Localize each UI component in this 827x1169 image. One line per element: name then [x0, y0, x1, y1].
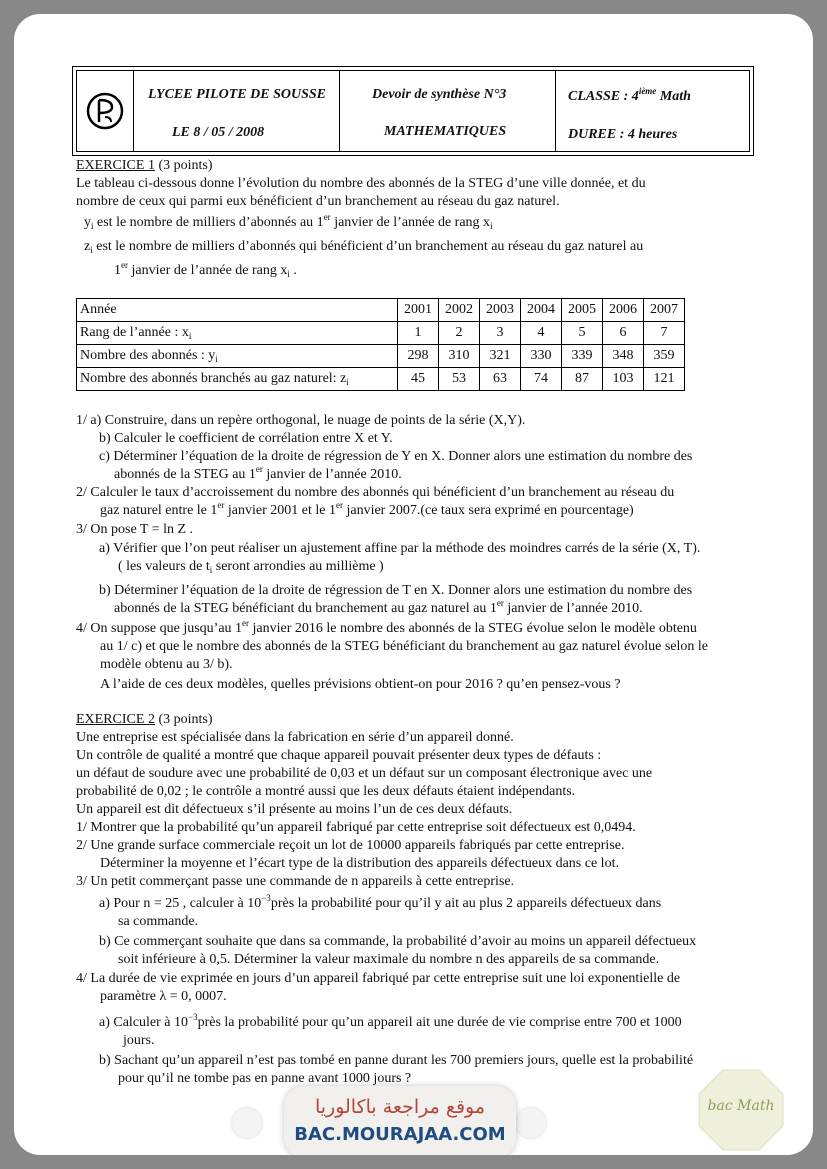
ex1-question: A l’aide de ces deux modèles, quelles prévisions obtient-on pour 2016 ? qu’en pensez-vous ? — [100, 677, 621, 692]
ex2-text: Un contrôle de qualité a montré que chaque appareil pouvait présenter deux types de défauts : — [76, 748, 602, 763]
ex2-question: b) Sachant qu’un appareil n’est pas tombé en panne durant les 700 premiers jours, quelle est la probabilité — [99, 1053, 694, 1068]
ex2-text: probabilité de 0,02 ; le contrôle a montré aussi que les deux défauts étaient indépendants. — [76, 784, 576, 799]
table-cell: 2004 — [521, 299, 562, 322]
exam-date: LE 8 / 05 / 2008 — [172, 125, 265, 140]
ex2-question: 3/ Un petit commerçant passe une commande de n appareils à cette entreprise. — [76, 874, 515, 889]
table-row — [77, 322, 685, 345]
ex2-text: un défaut de soudure avec une probabilité de 0,03 et un défaut sur un composant électronique avec une — [76, 766, 653, 781]
ex2-question: a) Pour n = 25 , calculer à $10^{-3}près$ la probabilité pour qu’il y ait au plus 2 appareils défectueux dans — [99, 893, 662, 911]
table-cell: 2001 — [398, 299, 439, 322]
ex2-question: Déterminer la moyenne et l’écart type de la distribution des appareils défectueux dans ce lot. — [100, 856, 619, 871]
ex2-question: 1/ Montrer que la probabilité qu’un appareil fabriqué par cette entreprise soit défectueux est 0,0494. — [76, 820, 636, 835]
ex1-intro-line: Le tableau ci-dessous donne l’évolution du nombre des abonnés de la STEG d’une ville donnée, et du — [76, 176, 646, 191]
table-row-label: Rang de l’année : $x_i$ — [77, 322, 398, 345]
ex1-question: a) Vérifier que l’on peut réaliser un ajustement affine par la méthode des moindres carrés de la série (X, T). — [99, 541, 701, 556]
table-cell: 359 — [644, 345, 685, 368]
table-cell: 2006 — [603, 299, 644, 322]
ex1-question: 1/ a) Construire, dans un repère orthogonal, le nuage de points de la série (X,Y). — [76, 413, 526, 428]
ex2-question: jours. — [123, 1033, 155, 1048]
table-cell: 310 — [439, 345, 480, 368]
ex1-question: modèle obtenu au 3/ b). — [100, 657, 233, 672]
ex1-question: 4/ On suppose que jusqu’au 1er janvier 2016 le nombre des abonnés de la STEG évolue selon le modèle obtenu — [76, 618, 697, 636]
table-cell: 121 — [644, 368, 685, 391]
ex1-yi-definition: $y_i$ est le nombre de milliers d’abonnés au 1er janvier de l’année de rang $x_i$ — [84, 212, 493, 231]
table-cell: 53 — [439, 368, 480, 391]
school-name: LYCEE PILOTE DE SOUSSE — [148, 87, 327, 102]
ex2-question: b) Ce commerçant souhaite que dans sa commande, la probabilité d’avoir au moins un appareil défectueux — [99, 934, 697, 949]
exam-subject: MATHEMATIQUES — [384, 124, 507, 139]
ex1-zi-definition: $z_i$ est le nombre de milliers d’abonnés qui bénéficient d’un branchement au réseau du gaz naturel au — [84, 239, 644, 255]
ex1-zi-definition-cont: 1er janvier de l’année de rang $x_i$ . — [114, 260, 297, 279]
ex1-question: abonnés de la STEG au 1er janvier de l’année 2010. — [114, 464, 402, 482]
table-cell: 298 — [398, 345, 439, 368]
table-cell: 321 — [480, 345, 521, 368]
table-row — [77, 345, 685, 368]
table-cell: 1 — [398, 322, 439, 345]
exam-class: CLASSE : 4ième Math — [568, 86, 691, 104]
header-class-cell — [556, 71, 749, 151]
watermark-badge[interactable] — [284, 1086, 516, 1155]
table-cell: 74 — [521, 368, 562, 391]
table-cell: 2002 — [439, 299, 480, 322]
exam-duration: DUREE : 4 heures — [568, 127, 678, 142]
ex1-intro-line: nombre de ceux qui parmi eux bénéficient d’un branchement au réseau du gaz naturel. — [76, 194, 560, 209]
ex1-question: c) Déterminer l’équation de la droite de régression de Y en X. Donner alors une estimation du nombre des — [99, 449, 693, 464]
bac-math-text: bac Math — [707, 1098, 775, 1114]
ex2-text: Une entreprise est spécialisée dans la fabrication en série d’un appareil donné. — [76, 730, 514, 745]
table-cell: 63 — [480, 368, 521, 391]
exam-title: Devoir de synthèse N°3 — [372, 87, 507, 102]
ex1-question: 2/ Calculer le taux d’accroissement du nombre des abonnés qui bénéficient d’un branchement au réseau du — [76, 485, 675, 500]
page — [14, 14, 813, 1155]
ex1-question: b) Calculer le coefficient de corrélation entre X et Y. — [99, 431, 393, 446]
watermark-arabic: موقع مراجعة باكالوريا — [314, 1096, 486, 1118]
ex2-question: pour qu’il ne tombe pas en panne avant 1000 jours ? — [118, 1071, 412, 1086]
ex2-question: a) Calculer à $10^{-3}près$ la probabilité pour qu’un appareil ait une durée de vie comprise entre 700 et 1000 — [99, 1012, 682, 1030]
table-cell: 87 — [562, 368, 603, 391]
ex2-question: paramètre λ = 0, 0007. — [100, 989, 227, 1004]
ex2-question: soit inférieure à 0,5. Déterminer la valeur maximale du nombre n des appareils de sa commande. — [118, 952, 660, 967]
table-row — [77, 368, 685, 391]
school-logo — [77, 71, 134, 151]
watermark-logo-right — [516, 1108, 546, 1138]
exercise-1-heading: EXERCICE 1 (3 points) — [76, 158, 213, 173]
watermark-url[interactable]: BAC.MOURAJAA.COM — [294, 1124, 506, 1145]
ex1-question: ( les valeurs de $t_i$ seront arrondies au millième ) — [118, 559, 384, 575]
table-cell: 2 — [439, 322, 480, 345]
bac-math-badge — [697, 1068, 785, 1152]
table-cell: 5 — [562, 322, 603, 345]
table-cell: 348 — [603, 345, 644, 368]
ex1-question: au 1/ c) et que le nombre des abonnés de la STEG bénéficiant du branchement au gaz naturel évolue selon le — [100, 639, 708, 654]
exercise-2-heading: EXERCICE 2 (3 points) — [76, 712, 213, 727]
table-row-label: Nombre des abonnés branchés au gaz naturel: $z_i$ — [77, 368, 398, 391]
school-logo-icon — [85, 91, 125, 131]
table-cell: 330 — [521, 345, 562, 368]
table-cell: 6 — [603, 322, 644, 345]
header-exam-cell — [340, 71, 556, 151]
table-cell: 4 — [521, 322, 562, 345]
table-cell: 2007 — [644, 299, 685, 322]
table-cell: 45 — [398, 368, 439, 391]
exam-header — [72, 66, 754, 156]
ex2-text: Un appareil est dit défectueux s’il présente au moins l’un de ces deux défauts. — [76, 802, 513, 817]
table-cell: 7 — [644, 322, 685, 345]
subscribers-table — [76, 298, 685, 391]
ex2-question: sa commande. — [118, 914, 199, 929]
table-cell: 2003 — [480, 299, 521, 322]
ex1-question: abonnés de la STEG bénéficiant du branchement au gaz naturel au 1er janvier de l’année 2010. — [114, 598, 643, 616]
table-cell: 3 — [480, 322, 521, 345]
table-row-label: Nombre des abonnés : $y_i$ — [77, 345, 398, 368]
table-cell: 2005 — [562, 299, 603, 322]
ex2-question: 4/ La durée de vie exprimée en jours d’un appareil fabriqué par cette entreprise suit une loi exponentielle de — [76, 971, 681, 986]
ex1-question: 3/ On pose T = ln Z . — [76, 522, 194, 537]
header-school-cell — [134, 71, 340, 151]
ex1-question: b) Déterminer l’équation de la droite de régression de T en X. Donner alors une estimation du nombre des — [99, 583, 693, 598]
ex2-question: 2/ Une grande surface commerciale reçoit un lot de 10000 appareils fabriqués par cette entreprise. — [76, 838, 625, 853]
table-cell: 103 — [603, 368, 644, 391]
ex1-question: gaz naturel entre le 1er janvier 2001 et le 1er janvier 2007.(ce taux sera exprimé en pourcentage) — [100, 500, 634, 518]
table-row — [77, 299, 685, 322]
table-cell: 339 — [562, 345, 603, 368]
watermark-logo-left — [232, 1108, 262, 1138]
table-row-label: Année — [77, 299, 398, 322]
